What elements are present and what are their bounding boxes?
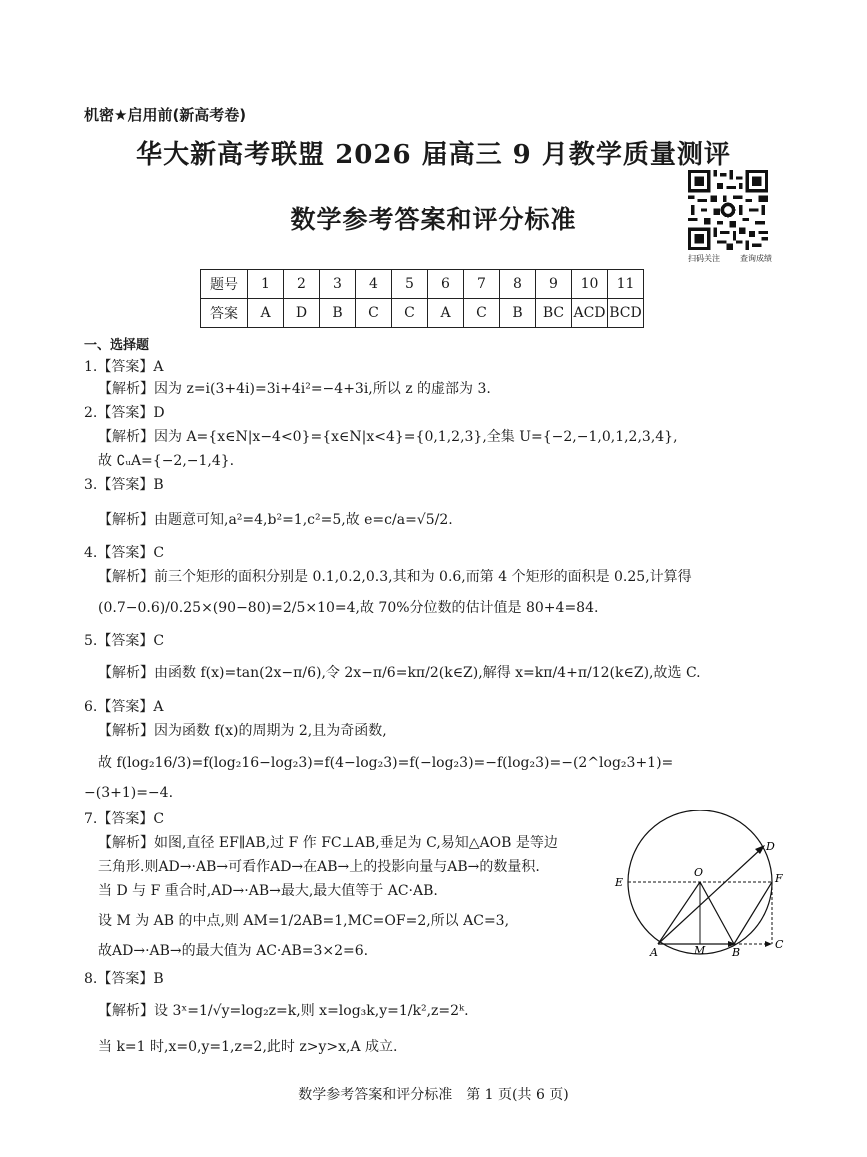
table-cell: 8 [500, 270, 536, 299]
q8-answer: 8.【答案】B [84, 971, 164, 987]
table-cell: BCD [608, 299, 644, 328]
geometry-figure [612, 810, 790, 960]
qr-code-image [688, 170, 768, 250]
figure-label-c: C [775, 938, 784, 951]
answer-table-answer-row [201, 299, 644, 328]
table-cell: 1 [248, 270, 284, 299]
table-cell: D [284, 299, 320, 328]
table-cell: A [248, 299, 284, 328]
q7-answer: 7.【答案】C [84, 811, 165, 827]
page-footer: 数学参考答案和评分标准 第 1 页(共 6 页) [298, 1087, 569, 1103]
q2-answer: 2.【答案】D [84, 405, 165, 421]
q8-explanation-cont: 当 k=1 时,x=0,y=1,z=2,此时 z>y>x,A 成立. [98, 1039, 398, 1055]
q3-explanation: 【解析】由题意可知,a²=4,b²=1,c²=5,故 e=c/a=√5/2. [98, 512, 453, 528]
row-label-answer: 答案 [201, 299, 248, 328]
table-cell: 3 [320, 270, 356, 299]
table-cell: 4 [356, 270, 392, 299]
qr-caption-scores: 查询成绩 [740, 254, 772, 263]
figure-label-e: E [615, 876, 624, 889]
table-cell: A [428, 299, 464, 328]
exam-title: 华大新高考联盟 2026 届高三 9 月教学质量测评 [136, 140, 731, 170]
figure-vector-ad [658, 848, 762, 944]
answer-table-number-row [201, 270, 644, 299]
q4-explanation: 【解析】前三个矩形的面积分别是 0.1,0.2,0.3,其和为 0.6,而第 4 个矩形的面积是 0.25,计算得 [98, 569, 692, 585]
answer-table [200, 269, 644, 328]
q4-explanation-cont: (0.7−0.6)/0.25×(90−80)=2/5×10=4,故 70%分位数的估计值是 80+4=84. [98, 600, 599, 616]
qr-caption-follow: 扫码关注 [688, 254, 720, 263]
figure-label-b: B [732, 946, 741, 959]
table-cell: B [320, 299, 356, 328]
q6-explanation-end: −(3+1)=−4. [84, 785, 174, 801]
qr-caption [688, 253, 772, 264]
q4-answer: 4.【答案】C [84, 545, 165, 561]
confidential-label: 机密★启用前(新高考卷) [84, 106, 247, 124]
q3-answer: 3.【答案】B [84, 477, 164, 493]
q1-explanation: 【解析】因为 z=i(3+4i)=3i+4i²=−4+3i,所以 z 的虚部为 3. [98, 381, 491, 397]
section-heading: 一、选择题 [84, 338, 150, 353]
q7-explanation: 【解析】如图,直径 EF∥AB,过 F 作 FC⊥AB,垂足为 C,易知△AOB 是等边 [98, 835, 558, 851]
q7-explanation-3: 当 D 与 F 重合时,AD→·AB→最大,最大值等于 AC·AB. [98, 883, 438, 899]
row-label-question: 题号 [201, 270, 248, 299]
q8-explanation: 【解析】设 3ˣ=1/√y=log₂z=k,则 x=log₃k,y=1/k²,z=2ᵏ. [98, 1003, 469, 1019]
table-cell: BC [536, 299, 572, 328]
q6-explanation-cont: 故 f(log₂16/3)=f(log₂16−log₂3)=f(4−log₂3)=f(−log₂3)=−f(log₂3)=−(2^log₂3+1)= [98, 755, 674, 771]
q5-explanation: 【解析】由函数 f(x)=tan(2x−π/6),令 2x−π/6=kπ/2(k∈Z),解得 x=kπ/4+π/12(k∈Z),故选 C. [98, 665, 701, 681]
figure-label-a: A [650, 946, 658, 959]
table-cell: C [392, 299, 428, 328]
figure-label-d: D [766, 840, 775, 853]
figure-label-f: F [775, 872, 783, 885]
figure-segment-bo [700, 882, 734, 944]
q7-explanation-2: 三角形.则AD→·AB→可看作AD→在AB→上的投影向量与AB→的数量积. [98, 859, 540, 875]
table-cell: 2 [284, 270, 320, 299]
q7-explanation-5: 故AD→·AB→的最大值为 AC·AB=3×2=6. [98, 943, 369, 959]
table-cell: C [464, 299, 500, 328]
table-cell: C [356, 299, 392, 328]
q1-answer: 1.【答案】A [84, 359, 164, 375]
table-cell: B [500, 299, 536, 328]
q7-explanation-4: 设 M 为 AB 的中点,则 AM=1/2AB=1,MC=OF=2,所以 AC=3, [98, 913, 510, 929]
q2-explanation-cont: 故 ∁ᵤA={−2,−1,4}. [98, 453, 235, 469]
table-cell: ACD [572, 299, 608, 328]
figure-label-o: O [694, 866, 704, 879]
table-cell: 5 [392, 270, 428, 299]
document-subtitle: 数学参考答案和评分标准 [290, 205, 577, 234]
q6-explanation: 【解析】因为函数 f(x)的周期为 2,且为奇函数, [98, 723, 387, 739]
figure-arrowhead-c [765, 941, 772, 947]
figure-segment-bf [734, 882, 772, 944]
table-cell: 6 [428, 270, 464, 299]
table-cell: 10 [572, 270, 608, 299]
figure-label-m: M [694, 944, 706, 957]
q2-explanation: 【解析】因为 A={x∈N|x−4<0}={x∈N|x<4}={0,1,2,3},全集 U={−2,−1,0,1,2,3,4}, [98, 429, 678, 445]
figure-segment-ao [658, 882, 700, 944]
q5-answer: 5.【答案】C [84, 633, 165, 649]
table-cell: 9 [536, 270, 572, 299]
table-cell: 11 [608, 270, 644, 299]
q6-answer: 6.【答案】A [84, 699, 164, 715]
table-cell: 7 [464, 270, 500, 299]
